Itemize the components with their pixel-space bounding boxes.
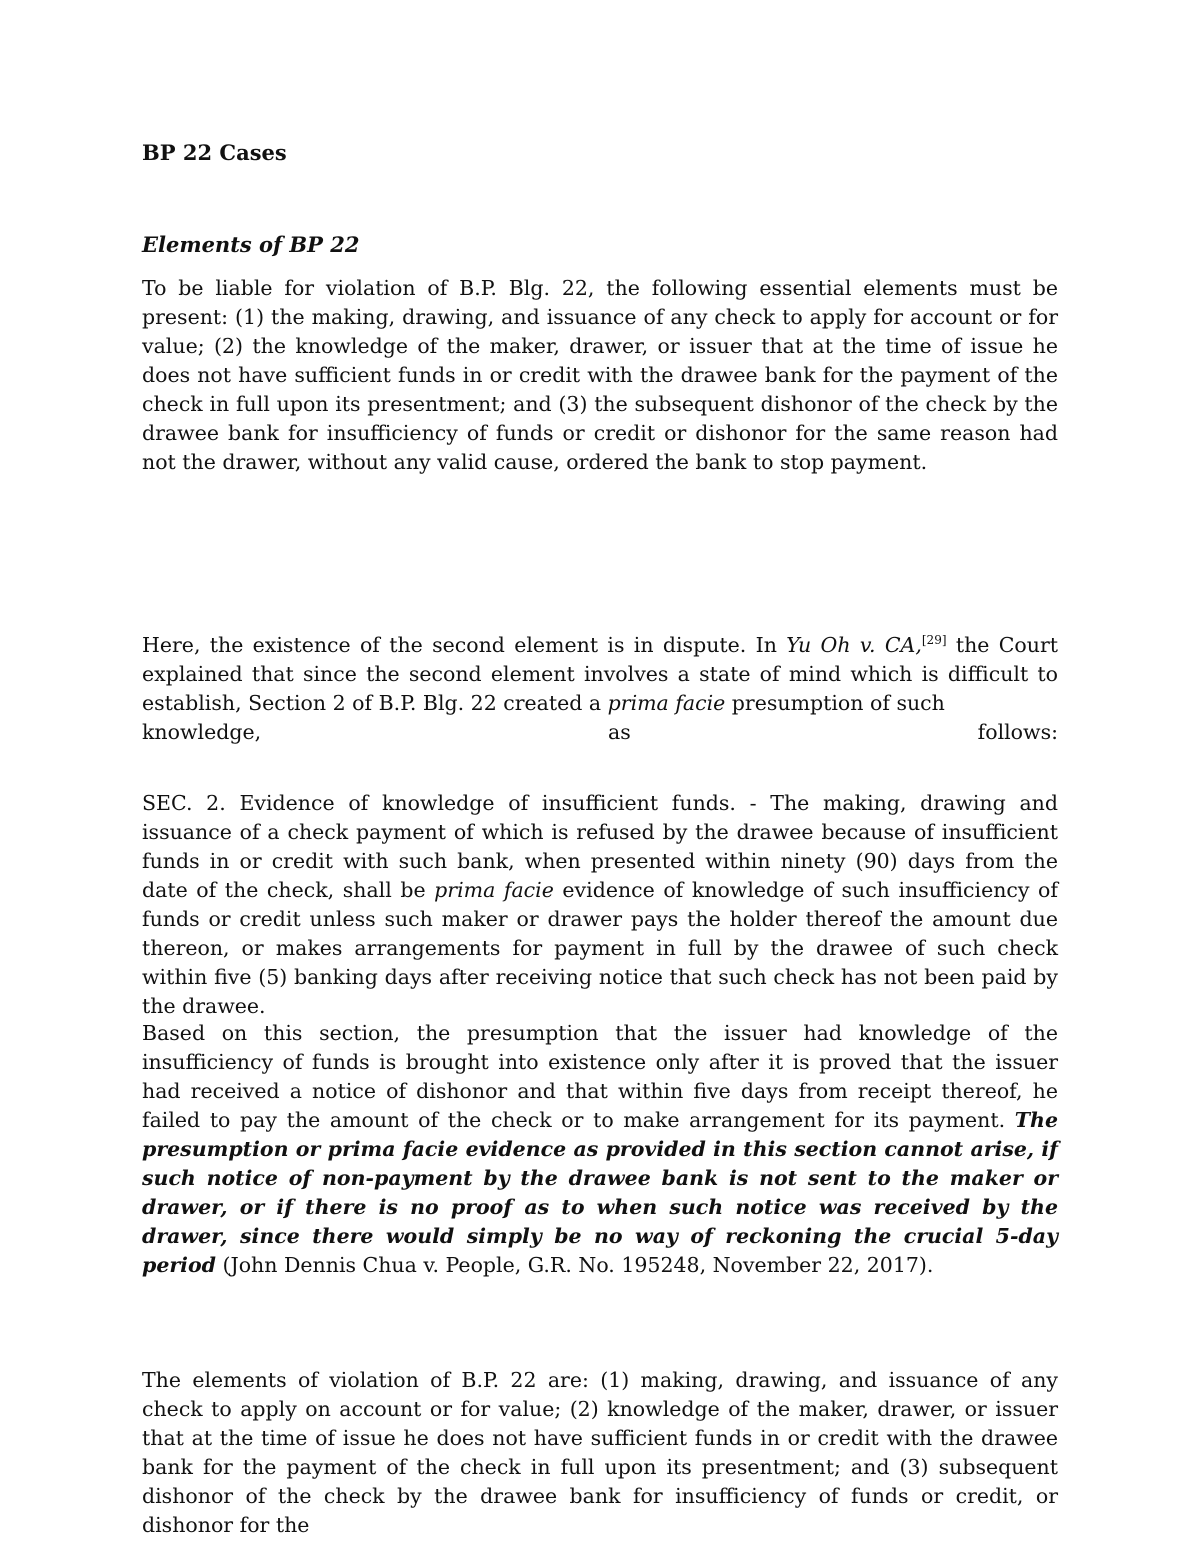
document-title: BP 22 Cases <box>142 140 287 165</box>
paragraph-text: knowledge, <box>142 720 262 744</box>
paragraph-text: Here, the existence of the second element is in dispute. In <box>142 633 787 657</box>
paragraph-elements-restated: The elements of violation of B.P. 22 are: (1) making, drawing, and issuance of any check to apply on account or for value; (2) knowledge of the maker, drawer, or issuer that at the time of issue he does not have sufficient funds in or credit with the drawee bank for the payment of the check in full upon its presentment; and (3) subsequent dishonor of the check by the drawee bank for insufficiency of funds or credit, or dishonor for the <box>142 1368 1058 1537</box>
latin-term: prima facie <box>607 691 726 715</box>
paragraph-presumption-intro <box>142 631 1058 747</box>
statute-quote <box>142 789 1058 1021</box>
paragraph-text: the Court explained that since the second element involves a state of mind which is difficult to establish, Section 2 of B.P. Blg. 22 created a <box>142 633 1059 715</box>
footnote-ref: [29] <box>921 633 947 648</box>
section-heading: Elements of BP 22 <box>142 232 360 257</box>
case-name: Yu Oh v. CA, <box>786 633 922 657</box>
latin-term: prima facie <box>434 878 554 902</box>
paragraph-notice-of-dishonor <box>142 1019 1058 1280</box>
paragraph-text: SEC. 2. Evidence of knowledge of insufficient funds. - The making, drawing and issuance of a check payment of which is refused by the drawee because of insufficient funds in or credit with such bank, when presented within ninety (90) days from the date of the check, shall be <box>142 791 1058 902</box>
paragraph-text: as <box>608 720 631 744</box>
document-page <box>142 138 1059 1537</box>
paragraph-elements: To be liable for violation of B.P. Blg. 22, the following essential elements must be present: (1) the making, drawing, and issuance of any check to apply for account or for value; (2) the knowledge of the maker, drawer, or issuer that at the time of issue he does not have sufficient funds in or credit with the drawee bank for the payment of the check in full upon its presentment; and (3) the subsequent dishonor of the check by the drawee bank for insufficiency of funds or credit or dishonor for the same reason had not the drawer, without any valid cause, ordered the bank to stop payment. <box>142 276 1058 474</box>
case-citation: (John Dennis Chua v. People, G.R. No. 195248, November 22, 2017). <box>215 1253 934 1277</box>
paragraph-text: Based on this section, the presumption that the issuer had knowledge of the insufficiency of funds is brought into existence only after it is proved that the issuer had received a notice of dishonor and that within five days from receipt thereof, he failed to pay the amount of the check or to make arrangement for its payment. <box>142 1021 1058 1132</box>
emphasized-ruling: The presumption or prima facie evidence as provided in this section cannot arise, if such notice of non-payment by the drawee bank is not sent to the maker or drawer, or if there is no proof as to when such notice was received by the drawer, since there would simply be no way of reckoning the crucial 5-day period <box>142 1108 1058 1277</box>
justified-last-line <box>142 718 1058 747</box>
paragraph-text: presumption of such <box>725 691 945 715</box>
paragraph-text: evidence of knowledge of such insufficiency of funds or credit unless such maker or drawer pays the holder thereof the amount due thereon, or makes arrangements for payment in full by the drawee of such check within five (5) banking days after receiving notice that such check has not been paid by the drawee. <box>142 878 1058 1018</box>
paragraph-text: follows: <box>977 720 1058 744</box>
